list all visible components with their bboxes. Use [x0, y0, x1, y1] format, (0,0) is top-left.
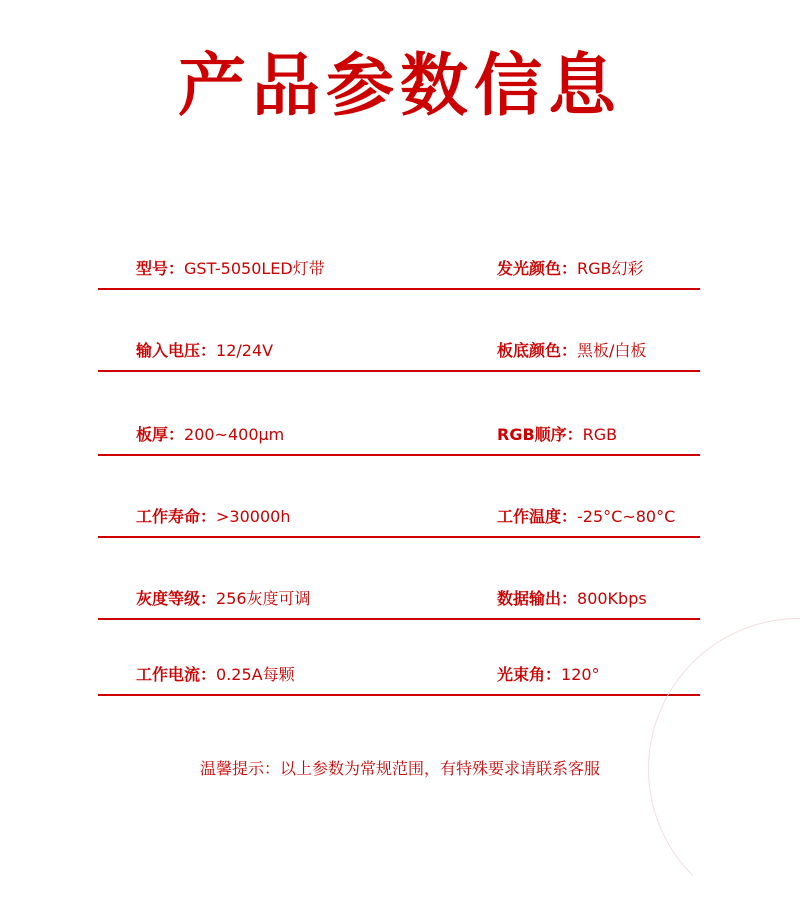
spec-value: 256灰度可调: [216, 589, 311, 608]
spec-value: GST-5050LED灯带: [184, 259, 325, 278]
spec-label: RGB顺序：: [497, 425, 583, 444]
spec-value: 800Kbps: [577, 589, 647, 608]
spec-label: 板厚：: [136, 425, 185, 444]
spec-left: [136, 664, 295, 686]
spec-label: 数据输出：: [497, 589, 578, 608]
spec-label: 工作电流：: [136, 665, 217, 684]
spec-value: >30000h: [216, 507, 291, 526]
spec-right: [497, 258, 644, 280]
spec-value: RGB幻彩: [577, 259, 644, 278]
spec-left: [136, 588, 311, 610]
spec-right: [497, 588, 647, 610]
spec-row: [98, 506, 700, 538]
spec-row: [98, 340, 700, 372]
spec-label: 工作寿命：: [136, 507, 217, 526]
spec-row: [98, 424, 700, 456]
spec-value: 12/24V: [216, 341, 274, 360]
spec-value: 黑板/白板: [577, 341, 647, 360]
spec-label: 灰度等级：: [136, 589, 217, 608]
spec-row: [98, 664, 700, 696]
spec-left: [136, 506, 290, 528]
spec-value: -25°C~80°C: [577, 507, 676, 526]
spec-right: [497, 506, 675, 528]
spec-label: 输入电压：: [136, 341, 217, 360]
spec-label: 光束角：: [497, 665, 562, 684]
spec-value: 120°: [561, 665, 600, 684]
spec-row: [98, 258, 700, 290]
spec-label: 板底颜色：: [497, 341, 578, 360]
footer-note: 温馨提示：以上参数为常规范围，有特殊要求请联系客服: [199, 759, 600, 778]
spec-label: 发光颜色：: [497, 259, 578, 278]
spec-label: 型号：: [136, 259, 185, 278]
spec-row: [98, 588, 700, 620]
spec-value: 0.25A每颗: [216, 665, 295, 684]
spec-label: 工作温度：: [497, 507, 578, 526]
spec-right: [497, 340, 646, 362]
spec-value: 200~400μm: [184, 425, 285, 444]
spec-value: RGB: [582, 425, 618, 444]
page-title: 产品参数信息: [177, 47, 622, 126]
spec-left: [136, 258, 325, 280]
spec-right: [497, 424, 617, 446]
spec-right: [497, 664, 600, 686]
spec-left: [136, 340, 273, 362]
spec-left: [136, 424, 284, 446]
